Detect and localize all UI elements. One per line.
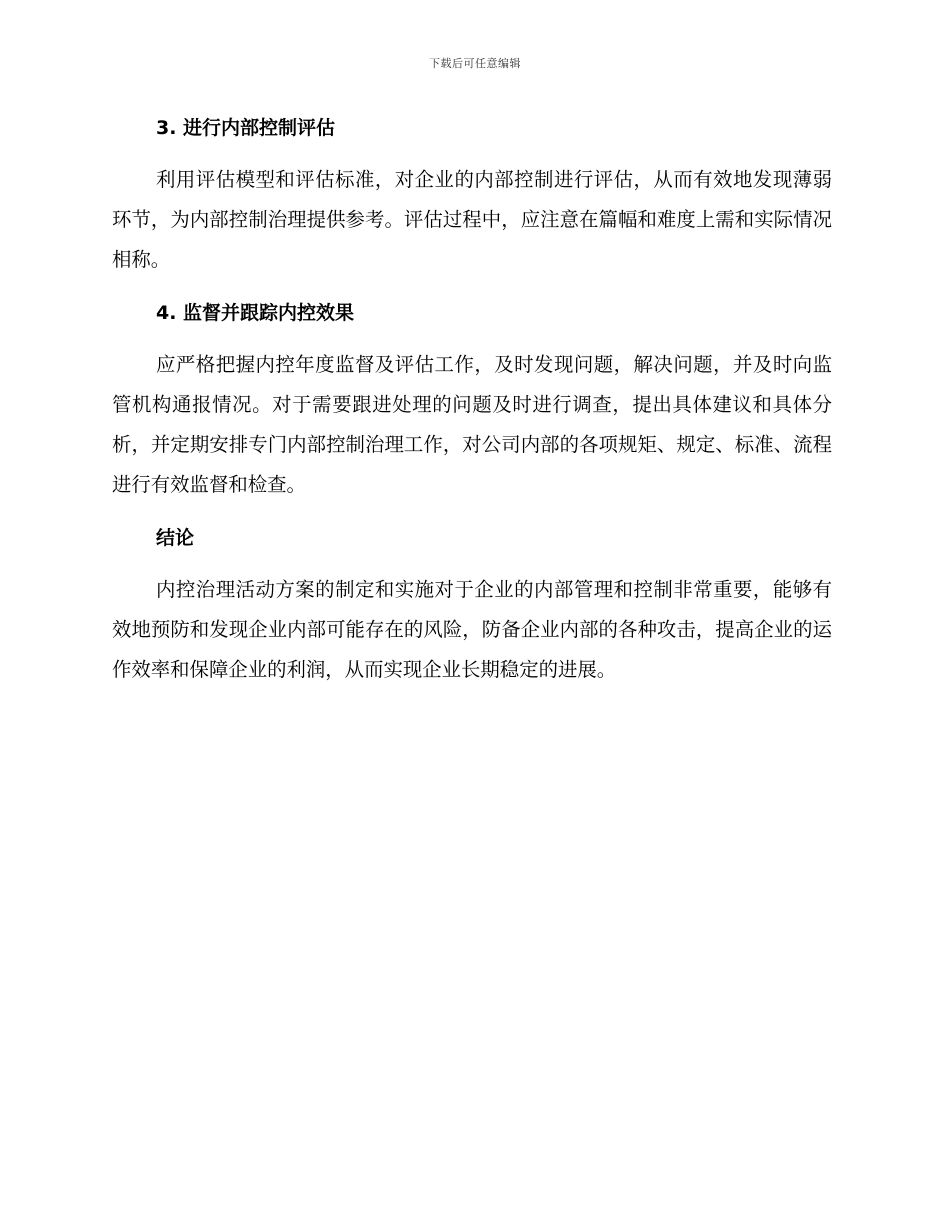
document-body — [112, 108, 832, 703]
section-heading-monitor-effect: 4. 监督并跟踪内控效果 — [156, 302, 355, 324]
header-note: 下载后可任意编辑 — [429, 57, 521, 70]
section-heading-internal-control-assessment: 3. 进行内部控制评估 — [156, 117, 336, 139]
section-paragraph: 应严格把握内控年度监督及评估工作，及时发现问题，解决问题，并及时向监管机构通报情况。对于需要跟进处理的问题及时进行调查，提出具体建议和具体分析，并定期安排专门内部控制治理工作，对公司内部的各项规矩、规定、标准、流程进行有效监督和检查。 — [112, 353, 832, 496]
section-paragraph: 利用评估模型和评估标准，对企业的内部控制进行评估，从而有效地发现薄弱环节，为内部控制治理提供参考。评估过程中，应注意在篇幅和难度上需和实际情况相称。 — [112, 168, 832, 271]
section-paragraph: 内控治理活动方案的制定和实施对于企业的内部管理和控制非常重要，能够有效地预防和发现企业内部可能存在的风险，防备企业内部的各种攻击，提高企业的运作效率和保障企业的利润，从而实现企业长期稳定的进展。 — [112, 578, 832, 681]
section-heading-conclusion: 结论 — [156, 527, 195, 549]
